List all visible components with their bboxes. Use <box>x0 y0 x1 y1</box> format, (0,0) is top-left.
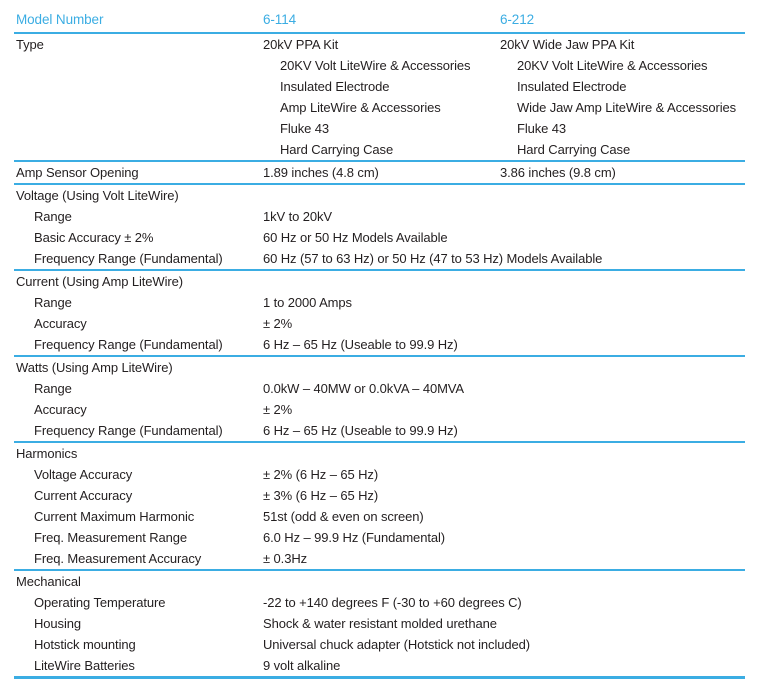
row-value-model-6-114: ± 3% (6 Hz – 65 Hz) <box>263 488 379 503</box>
table-row <box>0 118 762 139</box>
row-label: Housing <box>34 616 81 631</box>
row-value-model-6-114: 60 Hz (57 to 63 Hz) or 50 Hz (47 to 53 Hz) Models Available <box>263 251 603 266</box>
row-value-model-6-212: Wide Jaw Amp LiteWire & Accessories <box>517 100 737 115</box>
row-value-model-6-212: Hard Carrying Case <box>517 142 631 157</box>
row-label: Current Accuracy <box>34 488 133 503</box>
table-row <box>0 399 762 420</box>
row-value-model-6-212: Insulated Electrode <box>517 79 627 94</box>
row-value-model-6-114: -22 to +140 degrees F (-30 to +60 degrees C) <box>263 595 522 610</box>
row-label: Freq. Measurement Accuracy <box>34 551 202 566</box>
table-row <box>0 420 762 441</box>
row-value-model-6-114: 1 to 2000 Amps <box>263 295 352 310</box>
table-bottom-divider <box>14 676 745 679</box>
row-value-model-6-212: 3.86 inches (9.8 cm) <box>500 165 616 180</box>
row-value-model-6-114: Shock & water resistant molded urethane <box>263 616 497 631</box>
row-label: Range <box>34 381 72 396</box>
row-value-model-6-114: 1.89 inches (4.8 cm) <box>263 165 379 180</box>
row-value-model-6-114: 6.0 Hz – 99.9 Hz (Fundamental) <box>263 530 445 545</box>
row-value-model-6-114: Fluke 43 <box>280 121 330 136</box>
row-label: Current (Using Amp LiteWire) <box>16 274 183 289</box>
row-label: Mechanical <box>16 574 81 589</box>
table-row <box>0 227 762 248</box>
row-value-model-6-114: 9 volt alkaline <box>263 658 341 673</box>
row-label: Range <box>34 295 72 310</box>
row-value-model-6-114: Hard Carrying Case <box>280 142 394 157</box>
table-row <box>0 485 762 506</box>
row-label: Accuracy <box>34 316 87 331</box>
table-row <box>0 248 762 269</box>
table-row <box>0 206 762 227</box>
table-row <box>0 97 762 118</box>
table-row <box>0 271 762 292</box>
row-label: Hotstick mounting <box>34 637 136 652</box>
table-row <box>0 527 762 548</box>
table-row <box>0 592 762 613</box>
row-value-model-6-114: 51st (odd & even on screen) <box>263 509 424 524</box>
row-label: Amp Sensor Opening <box>16 165 139 180</box>
table-row <box>0 313 762 334</box>
row-label: Frequency Range (Fundamental) <box>34 423 223 438</box>
row-label: Voltage Accuracy <box>34 467 133 482</box>
table-row <box>0 185 762 206</box>
table-row <box>0 378 762 399</box>
table-row <box>0 571 762 592</box>
row-label: Basic Accuracy ± 2% <box>34 230 154 245</box>
table-row <box>0 357 762 378</box>
row-label: LiteWire Batteries <box>34 658 135 673</box>
row-value-model-6-114: 0.0kW – 40MW or 0.0kVA – 40MVA <box>263 381 464 396</box>
row-value-model-6-114: 6 Hz – 65 Hz (Useable to 99.9 Hz) <box>263 423 458 438</box>
row-label: Range <box>34 209 72 224</box>
table-row <box>0 443 762 464</box>
row-value-model-6-114: 60 Hz or 50 Hz Models Available <box>263 230 448 245</box>
table-row <box>0 139 762 160</box>
table-body <box>0 34 762 679</box>
row-label: Type <box>16 37 44 52</box>
row-label: Frequency Range (Fundamental) <box>34 251 223 266</box>
row-value-model-6-212: 20kV Wide Jaw PPA Kit <box>500 37 635 52</box>
row-label: Watts (Using Amp LiteWire) <box>16 360 173 375</box>
table-row <box>0 613 762 634</box>
row-value-model-6-114: 6 Hz – 65 Hz (Useable to 99.9 Hz) <box>263 337 458 352</box>
column-header-model-6-114: 6-114 <box>263 12 297 27</box>
column-header-model-6-212: 6-212 <box>500 12 535 27</box>
table-row <box>0 655 762 676</box>
row-value-model-6-114: ± 2% (6 Hz – 65 Hz) <box>263 467 379 482</box>
table-row <box>0 334 762 355</box>
table-row <box>0 162 762 183</box>
row-value-model-6-114: 20kV PPA Kit <box>263 37 339 52</box>
table-row <box>0 464 762 485</box>
row-value-model-6-114: Amp LiteWire & Accessories <box>280 100 441 115</box>
row-value-model-6-114: ± 2% <box>263 316 293 331</box>
table-row <box>0 292 762 313</box>
row-label: Accuracy <box>34 402 87 417</box>
row-label: Current Maximum Harmonic <box>34 509 195 524</box>
row-label: Freq. Measurement Range <box>34 530 188 545</box>
row-label: Operating Temperature <box>34 595 166 610</box>
row-value-model-6-114: ± 2% <box>263 402 293 417</box>
row-value-model-6-212: Fluke 43 <box>517 121 567 136</box>
table-row <box>0 55 762 76</box>
table-row <box>0 506 762 527</box>
row-value-model-6-114: 1kV to 20kV <box>263 209 332 224</box>
row-value-model-6-114: Insulated Electrode <box>280 79 390 94</box>
row-label: Frequency Range (Fundamental) <box>34 337 223 352</box>
row-label: Voltage (Using Volt LiteWire) <box>16 188 179 203</box>
table-row <box>0 634 762 655</box>
row-value-model-6-212: 20KV Volt LiteWire & Accessories <box>517 58 708 73</box>
table-row <box>0 34 762 55</box>
table-row <box>0 76 762 97</box>
row-label: Harmonics <box>16 446 78 461</box>
table-row <box>0 548 762 569</box>
row-value-model-6-114: Universal chuck adapter (Hotstick not included) <box>263 637 530 652</box>
table-header-row <box>0 7 762 32</box>
row-value-model-6-114: 20KV Volt LiteWire & Accessories <box>280 58 471 73</box>
column-header-model-number: Model Number <box>16 12 104 27</box>
row-value-model-6-114: ± 0.3Hz <box>263 551 308 566</box>
